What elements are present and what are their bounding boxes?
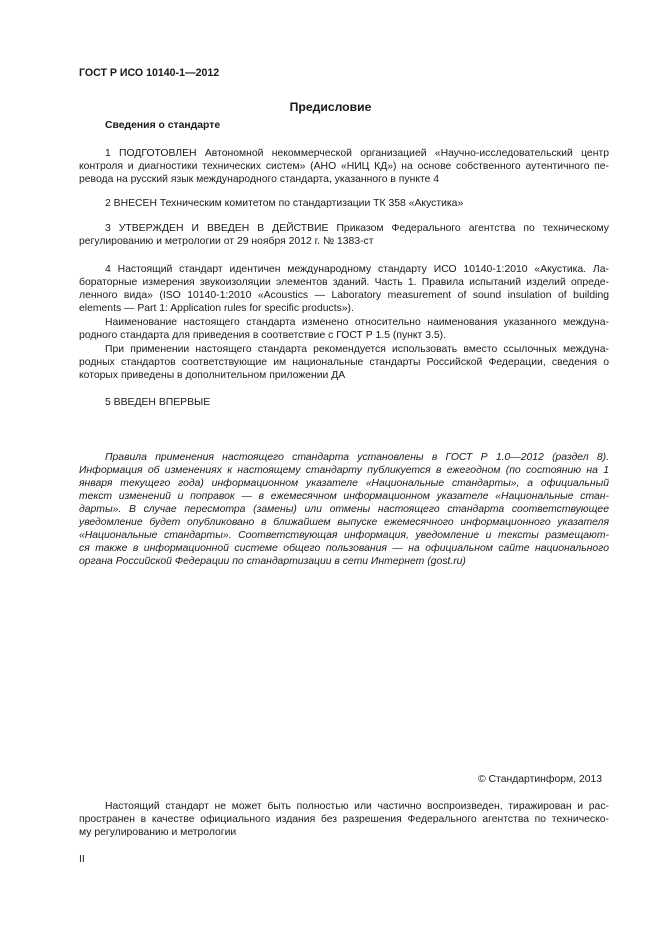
item-5: 5 ВВЕДЕН ВПЕРВЫЕ [105, 397, 211, 408]
item-4-note-2-line-2: родных стандартов соответствующие им национальные стандарты Российской Федерации, сведения о [79, 357, 609, 368]
page-title: Предисловие [289, 100, 372, 114]
rules-notice-line-6: уведомление будет опубликовано в ближайшем выпуске ежемесячного информационного указателя [79, 517, 609, 528]
rules-notice-line-9: органа Российской Федерации по стандартизации в сети Интернет (gost.ru) [79, 556, 466, 567]
item-4-note-2-line-3: которых приведены в дополнительном приложении ДА [79, 370, 346, 381]
rules-notice-line-4: текст изменений и поправок — в ежемесячном информационном указателе «Национальные стан- [79, 491, 609, 502]
reproduction-line-3: му регулированию и метрологии [79, 827, 237, 838]
item-4-note-1-line-2: родного стандарта для приведения в соответствие с ГОСТ Р 1.5 (пункт 3.5). [79, 330, 446, 341]
document-header: ГОСТ Р ИСО 10140-1—2012 [79, 67, 220, 79]
item-4-line-4: elements — Part 1: Application rules for specific products»). [79, 303, 354, 314]
rules-notice-line-1: Правила применения настоящего стандарта установлены в ГОСТ Р 1.0—2012 (раздел 8). [105, 452, 609, 463]
rules-notice-line-8: ся также в информационной системе общего пользования — на официальном сайте национального [79, 543, 609, 554]
item-3-line-1: 3 УТВЕРЖДЕН И ВВЕДЕН В ДЕЙСТВИЕ Приказом Федерального агентства по техническому [105, 223, 609, 234]
section-subtitle: Сведения о стандарте [105, 120, 221, 131]
item-4-line-3: ленного вида» (ISO 10140-1:2010 «Acoustics — Laboratory measurement of sound insulation of building [79, 290, 609, 301]
reproduction-line-1: Настоящий стандарт не может быть полностью или частично воспроизведен, тиражирован и рас- [105, 801, 609, 812]
rules-notice-line-5: дарты». В случае пересмотра (замены) или отмены настоящего стандарта соответствующее [79, 504, 609, 515]
item-1-line-3: ревода на русский язык международного стандарта, указанного в пункте 4 [79, 174, 440, 185]
page-number: II [79, 854, 85, 865]
copyright: © Стандартинформ, 2013 [478, 774, 603, 785]
item-1-line-2: контроля и диагностики технических систем» (АНО «НИЦ КД») на основе собственного аутентичного пе- [79, 161, 609, 172]
rules-notice-line-2: Информация об изменениях к настоящему стандарту публикуется в ежегодном (по состоянию на 1 [79, 465, 609, 476]
item-4-note-1-line-1: Наименование настоящего стандарта изменено относительно наименования указанного междуна- [105, 317, 609, 328]
reproduction-line-2: пространен в качестве официального издания без разрешения Федерального агентства по техническо- [79, 814, 609, 825]
rules-notice-line-7: «Национальные стандарты». Соответствующая информация, уведомление и тексты размещают- [79, 530, 609, 541]
item-4-line-1: 4 Настоящий стандарт идентичен международному стандарту ИСО 10140-1:2010 «Акустика. Ла- [105, 264, 609, 275]
item-4-line-2: бораторные измерения звукоизоляции элементов зданий. Часть 1. Правила испытаний изделий опреде- [79, 277, 609, 288]
item-3-line-2: регулированию и метрологии от 29 ноября 2012 г. № 1383-ст [79, 236, 374, 247]
rules-notice-line-3: января текущего года) информационном указателе «Национальные стандарты», а официальный [79, 478, 609, 489]
item-1-line-1: 1 ПОДГОТОВЛЕН Автономной некоммерческой организацией «Научно-исследовательский центр [105, 148, 609, 159]
item-2: 2 ВНЕСЕН Техническим комитетом по стандартизации ТК 358 «Акустика» [105, 198, 464, 209]
item-4-note-2-line-1: При применении настоящего стандарта рекомендуется использовать вместо ссылочных междуна- [105, 344, 609, 355]
